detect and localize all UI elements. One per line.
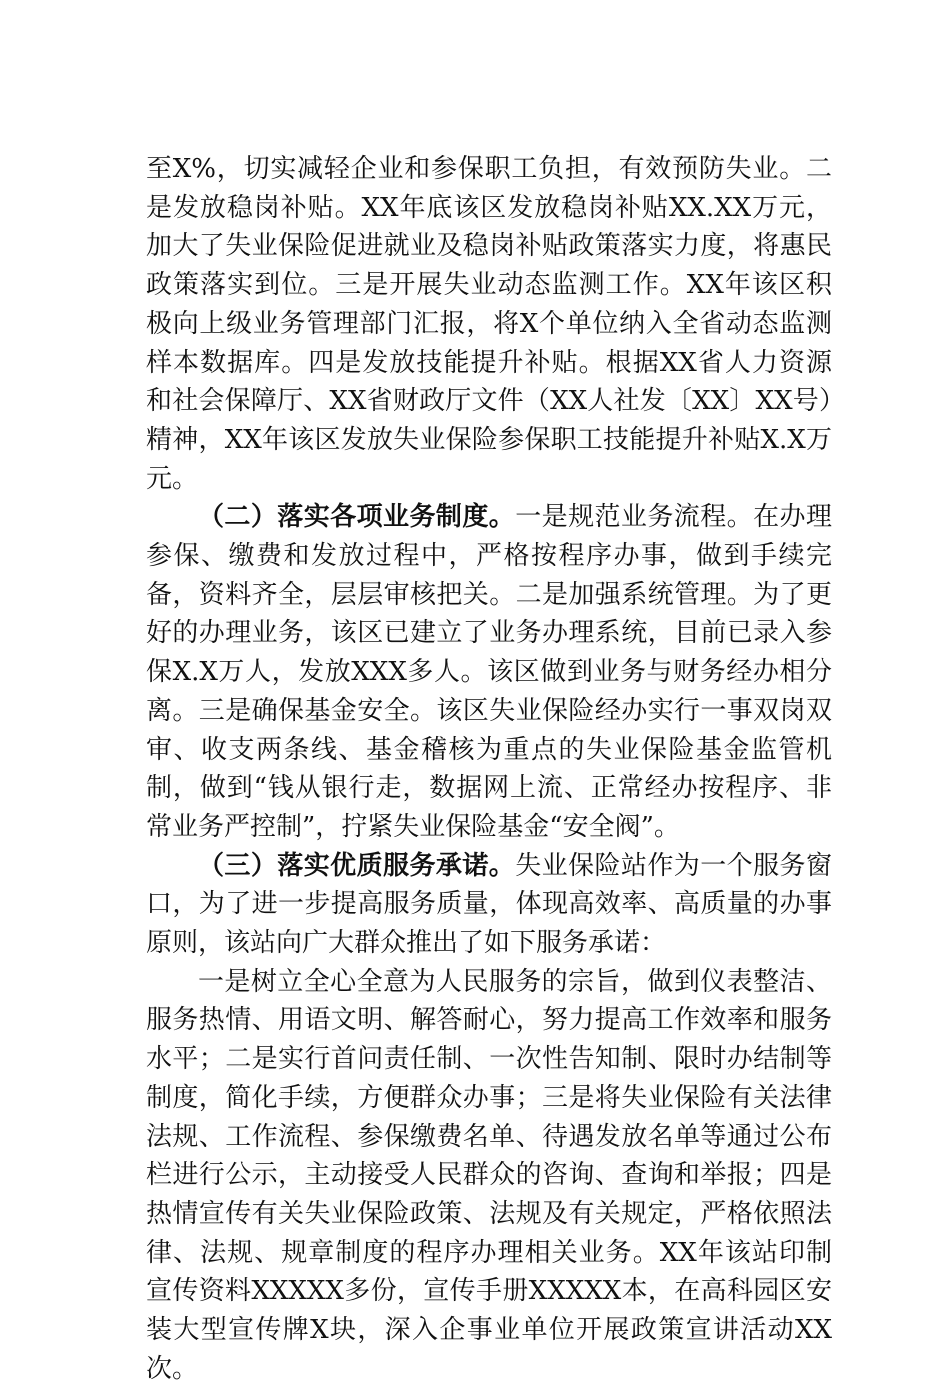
section-heading-3: （三）落实优质服务承诺。 [198,850,516,881]
paragraph-2-text: 一是规范业务流程。在办理参保、缴费和发放过程中，严格按程序办事，做到手续完备，资料齐全，层层审核把关。二是加强系统管理。为了更好的办理业务，该区已建立了业务办理系统，目前已录入参保X.X万人，发放XXX多人。该区做到业务与财务经办相分离。三是确保基金安全。该区失业保险经办实行一事双岗双审、收支两条线、基金稽核为重点的失业保险基金监管机制，做到“钱从银行走，数据网上流、正常经办按程序、非常业务严控制”，拧紧失业保险基金“安全阀”。 [146,502,832,842]
paragraph-1-text: 至X%，切实减轻企业和参保职工负担，有效预防失业。二是发放稳岗补贴。XX年底该区发放稳岗补贴XX.XX万元，加大了失业保险促进就业及稳岗补贴政策落实力度，将惠民政策落实到位。三是开展失业动态监测工作。XX年该区积极向上级业务管理部门汇报，将X个单位纳入全省动态监测样本数据库。四是发放技能提升补贴。根据XX省人力资源和社会保障厅、XX省财政厅文件（XX人社发〔XX〕XX号）精神，XX年该区发放失业保险参保职工技能提升补贴X.X万元。 [146,154,832,494]
paragraph-service-commitment [146,847,832,963]
paragraph-continuation [146,150,832,498]
paragraph-business-systems [146,498,832,846]
paragraph-4-text: 一是树立全心全意为人民服务的宗旨，做到仪表整洁、服务热情、用语文明、解答耐心，努力提高工作效率和服务水平；二是实行首问责任制、一次性告知制、限时办结制等制度，简化手续，方便群众办事；三是将失业保险有关法律法规、工作流程、参保缴费名单、待遇发放名单等通过公布栏进行公示，主动接受人民群众的咨询、查询和举报；四是热情宣传有关失业保险政策、法规及有关规定，严格依照法律、法规、规章制度的程序办理相关业务。XX年该站印制宣传资料XXXXX多份，宣传手册XXXXX本，在高科园区安装大型宣传牌X块，深入企事业单位开展政策宣讲活动XX次。 [146,966,832,1384]
paragraph-commitment-list [146,963,832,1389]
section-heading-2: （二）落实各项业务制度。 [198,502,516,533]
paragraph-3-text: 失业保险站作为一个服务窗口，为了进一步提高服务质量，体现高效率、高质量的办事原则，该站向广大群众推出了如下服务承诺： [146,850,832,959]
document-page [146,150,832,1389]
